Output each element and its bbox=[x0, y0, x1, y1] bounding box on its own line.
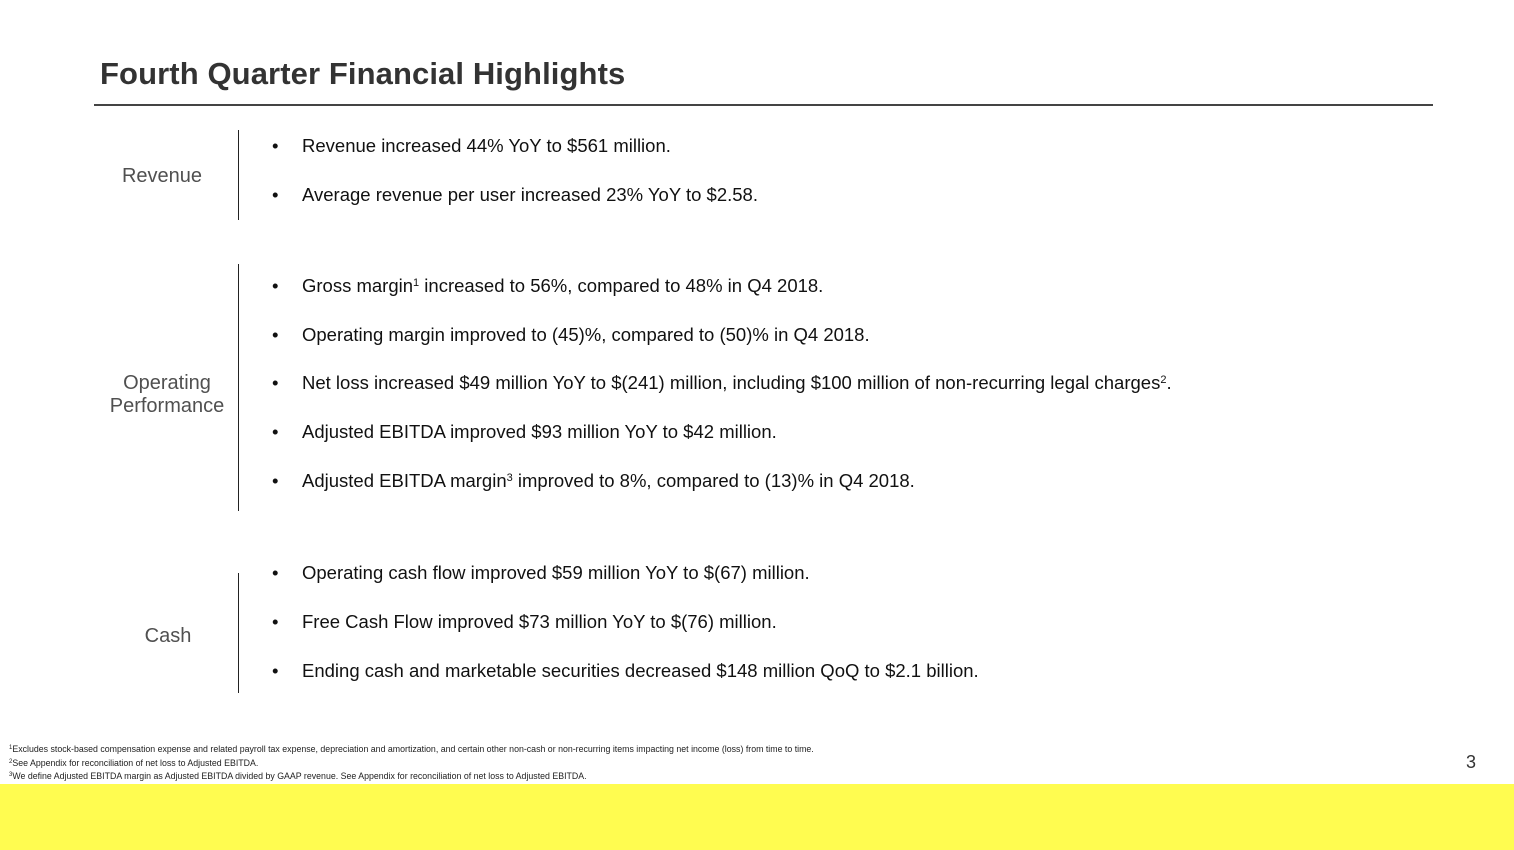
footnote-mark: 3 bbox=[9, 772, 13, 778]
bullet-item bbox=[272, 322, 870, 348]
section-label-line: Cash bbox=[144, 625, 192, 647]
bullet-dot: • bbox=[272, 611, 279, 632]
bullet-dot: • bbox=[272, 135, 279, 156]
bullet-dot: • bbox=[272, 372, 279, 393]
bullet-text: Ending cash and marketable securities decreased $148 million QoQ to $2.1 billion. bbox=[302, 660, 979, 681]
bullet-text: Average revenue per user increased 23% YoY to $2.58. bbox=[302, 184, 758, 205]
bullet-item bbox=[272, 419, 777, 445]
section-label-line: Operating bbox=[123, 372, 211, 394]
section-label-revenue bbox=[112, 165, 212, 188]
bullet-dot: • bbox=[272, 184, 279, 205]
footnote-mark: 1 bbox=[9, 745, 13, 751]
bullet-item bbox=[272, 560, 810, 586]
bullet-item bbox=[272, 468, 915, 494]
footnote bbox=[9, 757, 814, 771]
bullet-text: Gross margin bbox=[302, 275, 414, 296]
bullet-text: Free Cash Flow improved $73 million YoY to $(76) million. bbox=[302, 611, 777, 632]
bullet-dot: • bbox=[272, 275, 279, 296]
bullet-text: Revenue increased 44% YoY to $561 million. bbox=[302, 135, 671, 156]
bullet-text: Operating margin improved to (45)%, compared to (50)% in Q4 2018. bbox=[302, 324, 870, 345]
bullet-item bbox=[272, 658, 979, 684]
bullet-text: Net loss increased $49 million YoY to $(241) million, including $100 million of non-recurring legal charges bbox=[302, 372, 1161, 393]
section-label-line: Performance bbox=[109, 395, 225, 417]
bullet-item bbox=[272, 133, 671, 159]
bullet-item bbox=[272, 273, 823, 299]
bullet-item bbox=[272, 609, 777, 635]
page-number: 3 bbox=[1466, 752, 1477, 772]
footnote-mark: 2 bbox=[9, 758, 13, 765]
footnote-text: Excludes stock-based compensation expense and related payroll tax expense, depreciation and amortization, and certain other non-cash or non-recurring items impacting net income (loss) from time to time. bbox=[12, 744, 814, 754]
bullet-dot: • bbox=[272, 562, 279, 583]
section-label-line: Revenue bbox=[121, 165, 203, 187]
bullet-dot: • bbox=[272, 660, 279, 681]
footnote-ref: 1 bbox=[413, 277, 420, 289]
footnote-ref: 2 bbox=[1160, 374, 1167, 386]
bullet-text: Adjusted EBITDA improved $93 million YoY to $42 million. bbox=[302, 421, 777, 442]
footnote-text: See Appendix for reconciliation of net loss to Adjusted EBITDA. bbox=[12, 757, 259, 768]
bullet-item bbox=[272, 182, 758, 208]
footnotes bbox=[9, 743, 814, 784]
page-title: Fourth Quarter Financial Highlights bbox=[100, 56, 626, 91]
bullet-dot: • bbox=[272, 421, 279, 442]
title-divider bbox=[94, 104, 1433, 106]
bullet-text: increased to 56%, compared to 48% in Q4 2018. bbox=[419, 275, 824, 296]
footnote bbox=[9, 770, 814, 784]
bullet-text: improved to 8%, compared to (13)% in Q4 2018. bbox=[512, 470, 915, 491]
section-divider-operating-performance bbox=[238, 264, 239, 511]
footer-band bbox=[0, 784, 1514, 850]
bullet-item bbox=[272, 370, 1172, 396]
bullet-dot: • bbox=[272, 324, 279, 345]
section-divider-cash bbox=[238, 573, 239, 693]
footnote-ref: 3 bbox=[506, 472, 513, 484]
section-divider-revenue bbox=[238, 130, 239, 220]
bullet-text: . bbox=[1166, 372, 1172, 393]
footnote-text: We define Adjusted EBITDA margin as Adjusted EBITDA divided by GAAP revenue. See Appendix for reconciliation of net loss to Adjusted EBITDA. bbox=[12, 771, 587, 781]
bullet-dot: • bbox=[272, 470, 279, 491]
bullet-text: Adjusted EBITDA margin bbox=[302, 470, 507, 491]
footnote bbox=[9, 743, 814, 757]
bullet-text: Operating cash flow improved $59 million YoY to $(67) million. bbox=[302, 562, 810, 583]
section-label-cash bbox=[128, 625, 208, 648]
section-label-operating-performance bbox=[102, 372, 232, 418]
